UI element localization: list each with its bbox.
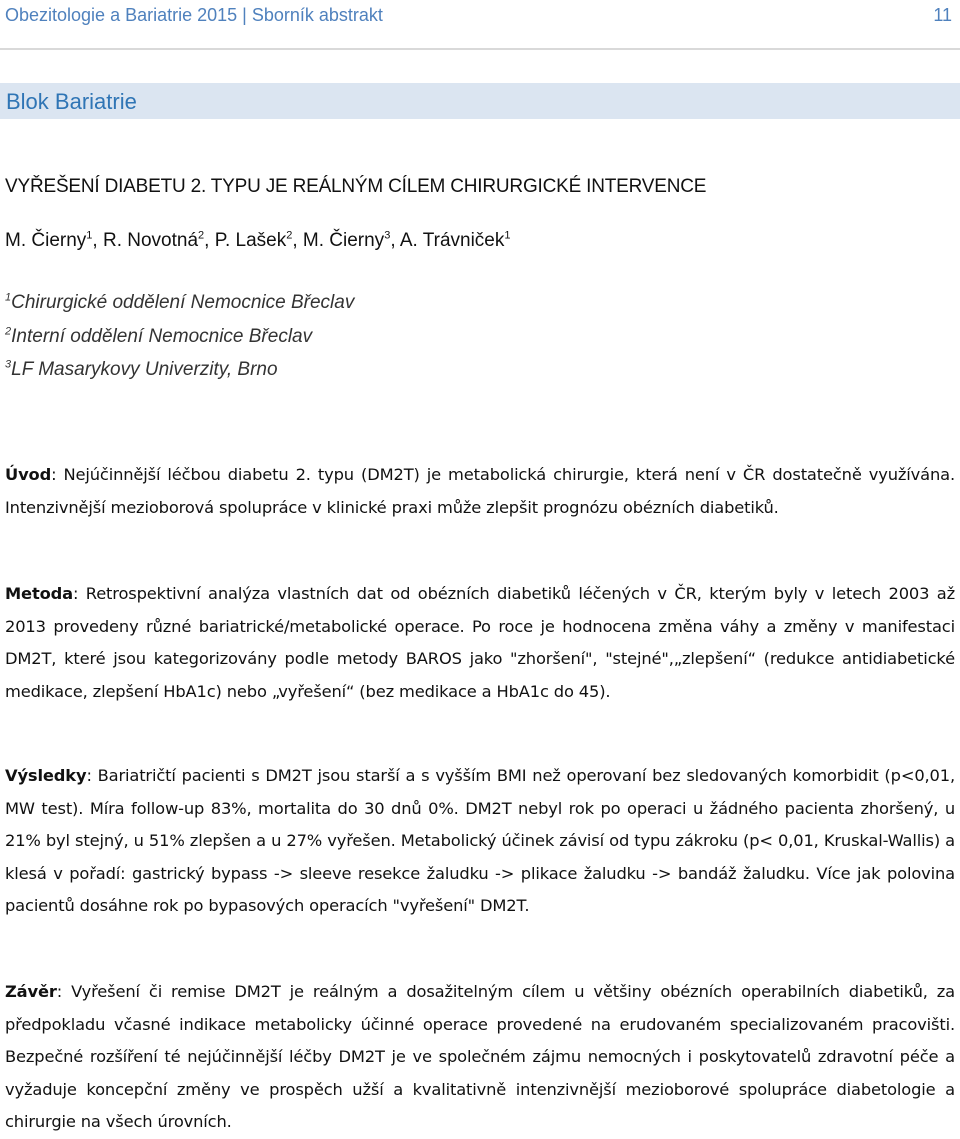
author-list: [5, 230, 511, 252]
section-text: : Bariatričtí pacienti s DM2T jsou starší a s vyšším BMI než operovaní bez sledovaných komorbidit (p<0,01, MW test). Míra follow-up 83%, mortalita do 30 dnů 0%. DM2T nebyl rok po operaci u žádného pacienta zhoršený, u 21% byl stejný, u 51% zlepšen a u 27% vyřešen. Metabolický účinek závisí od typu zákroku (p< 0,01, Kruskal-Wallis) a klesá v pořadí: gastrický bypass -> sleeve resekce žaludku -> plikace žaludku -> bandáž žaludku. Více jak polovina pacientů dosáhne rok po bypasových operacích "vyřešení" DM2T.: [5, 766, 955, 916]
author-separator: ,: [204, 230, 215, 251]
affiliation: [5, 359, 278, 381]
section-label: Výsledky: [5, 766, 87, 785]
author-separator: ,: [92, 230, 103, 251]
author-name: M. Čierny: [302, 230, 385, 251]
section-text: : Retrospektivní analýza vlastních dat od obézních diabetiků léčených v ČR, kterým byly v letech 2003 až 2013 provedeny různé bariatrické/metabolické operace. Po roce je hodnocena změna váhy a změny v manifestaci DM2T, které jsou kategorizovány podle metody BAROS jako "zhoršení", "stejné",„zlepšení“ (redukce antidiabetické medikace, zlepšení HbA1c) nebo „vyřešení“ (bez medikace a HbA1c do 45).: [5, 584, 955, 701]
author-affiliation-mark: 1: [86, 229, 93, 242]
author-name: A. Trávniček: [399, 230, 505, 251]
section-method: [5, 578, 955, 708]
affiliation: [5, 326, 312, 348]
page-header: [0, 0, 960, 34]
affiliation-text: Chirurgické oddělení Nemocnice Břeclav: [11, 292, 355, 313]
author-affiliation-mark: 2: [198, 229, 205, 242]
author-separator: ,: [292, 230, 303, 251]
affiliation: [5, 292, 354, 314]
section-label: Závěr: [5, 982, 57, 1001]
page-number: 11: [933, 5, 952, 25]
section-text: : Nejúčinnější léčbou diabetu 2. typu (DM2T) je metabolická chirurgie, která není v ČR dostatečně využívána. Intenzivnější mezioborová spolupráce v klinické praxi může zlepšit prognózu obézních diabetiků.: [5, 465, 955, 517]
section-label: Úvod: [5, 465, 52, 484]
abstract-title: VYŘEŠENÍ DIABETU 2. TYPU JE REÁLNÝM CÍLEM CHIRURGICKÉ INTERVENCE: [5, 176, 707, 197]
author-name: M. Čierny: [5, 230, 87, 251]
affiliation-number: 2: [5, 325, 12, 338]
author-name: P. Lašek: [214, 230, 287, 251]
affiliation-text: LF Masarykovy Univerzity, Brno: [11, 359, 278, 380]
section-label: Metoda: [5, 584, 73, 603]
section-introduction: [5, 459, 955, 524]
header-divider: [0, 48, 960, 50]
section-text: : Vyřešení či remise DM2T je reálným a dosažitelným cílem u většiny obézních operabilních diabetiků, za předpokladu včasné indikace metabolicky účinné operace provedené na erudovaném specializovaném pracovišti. Bezpečné rozšíření té nejúčinnější léčby DM2T je ve společném zájmu nemocných i poskytovatelů zdravotní péče a vyžaduje koncepční změny ve prospěch užší a kvalitativně intenzivnější mezioborové spolupráce diabetologie a chirurgie na všech úrovních.: [5, 982, 955, 1132]
affiliation-number: 1: [5, 291, 12, 304]
running-header-title: Obezitologie a Bariatrie 2015 | Sborník abstrakt: [5, 5, 383, 25]
block-title: Blok Bariatrie: [6, 89, 137, 114]
author-affiliation-mark: 1: [504, 229, 511, 242]
block-banner: [0, 83, 960, 119]
author-affiliation-mark: 2: [286, 229, 293, 242]
section-conclusion: [5, 976, 955, 1139]
section-results: [5, 760, 955, 923]
author-name: R. Novotná: [102, 230, 199, 251]
author-affiliation-mark: 3: [384, 229, 391, 242]
affiliation-text: Interní oddělení Nemocnice Břeclav: [11, 326, 313, 347]
author-separator: ,: [390, 230, 400, 251]
affiliation-number: 3: [5, 358, 12, 371]
